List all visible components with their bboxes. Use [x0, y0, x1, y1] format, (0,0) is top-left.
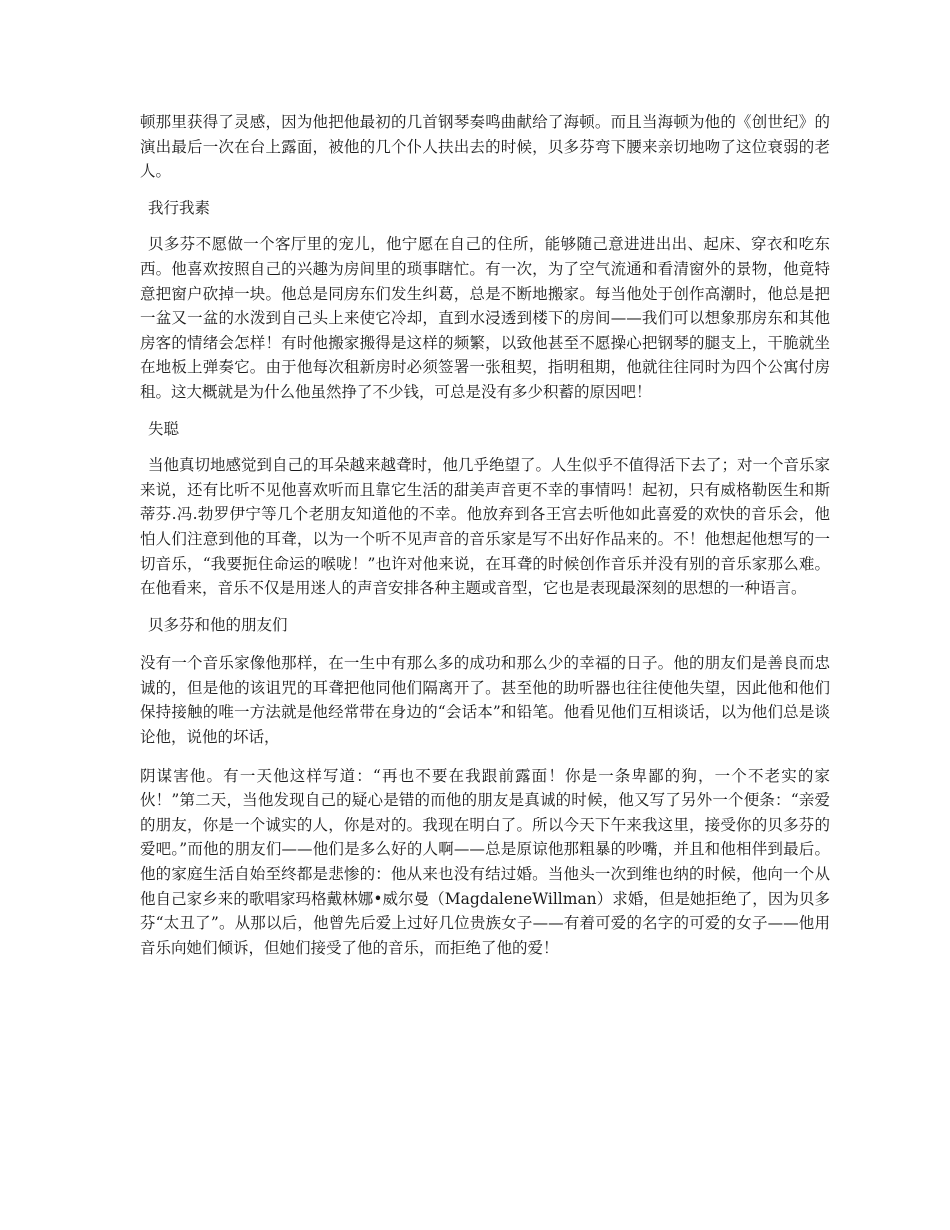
section-heading-friends: 贝多芬和他的朋友们	[148, 615, 288, 634]
section-heading-wo-xing-wo-su: 我行我素	[148, 198, 211, 217]
paragraph-deafness: 当他真切地感觉到自己的耳朵越来越聋时，他几乎绝望了。人生似乎不值得活下去了；对一个音乐家来说，还有比听不见他喜欢听而且靠它生活的甜美声音更不幸的事情吗！起初，只有威格勒医生和斯蒂芬.冯.勃罗伊宁等几个老朋友知道他的不幸。他放弃到各王宫去听他如此喜爱的欢快的音乐会，他怕人们注意到他的耳聋，以为一个听不见声音的音乐家是写不出好作品来的。不！他想起他想写的一切音乐，“我要扼住命运的喉咙！”也许对他来说，在耳聋的时候创作音乐并没有别的音乐家那么难。在他看来，音乐不仅是用迷人的声音安排各种主题或音型，它也是表现最深刻的思想的一种语言。	[140, 456, 831, 598]
paragraph-independence: 贝多芬不愿做一个客厅里的宠儿，他宁愿在自己的住所，能够随己意进进出出、起床、穿衣和吃东西。他喜欢按照自己的兴趣为房间里的琐事瞎忙。有一次，为了空气流通和看清窗外的景物，他竟特意把窗户砍掉一块。他总是同房东们发生纠葛，总是不断地搬家。每当他处于创作高潮时，他总是把一盆又一盆的水泼到自己头上来使它冷却，直到水浸透到楼下的房间——我们可以想象那房东和其他房客的情绪会怎样！有时他搬家搬得是这样的频繁，以致他甚至不愿操心把钢琴的腿支上，干脆就坐在地板上弹奏它。由于他每次租新房时必须签署一张租契，指明租期，他就往往同时为四个公寓付房租。这大概就是为什么他虽然挣了不少钱，可总是没有多少积蓄的原因吧！	[140, 235, 830, 401]
paragraph-haydn: 顿那里获得了灵感，因为他把他最初的几首钢琴奏鸣曲献给了海顿。而且当海顿为他的《创世纪》的演出最后一次在台上露面，被他的几个仆人扶出去的时候，贝多芬弯下腰来亲切地吻了这位衰弱的老人。	[140, 113, 830, 181]
paragraph-friends-1: 没有一个音乐家像他那样，在一生中有那么多的成功和那么少的幸福的日子。他的朋友们是善良而忠诚的，但是他的该诅咒的耳聋把他同他们隔离开了。甚至他的助听器也往往使他失望，因此他和他们保持接触的唯一方法就是他经常带在身边的“会话本”和铅笔。他看见他们互相谈话，以为他们总是谈论他，说他的坏话，	[140, 654, 830, 747]
document-page	[140, 110, 830, 960]
paragraph-friends-2: 阴谋害他。有一天他这样写道：“再也不要在我跟前露面！你是一条卑鄙的狗，一个不老实的家伙！”第二天，当他发现自己的疑心是错的而他的朋友是真诚的时候，他又写了另外一个便条：“亲爱的朋友，你是一个诚实的人，你是对的。我现在明白了。所以今天下午来我这里，接受你的贝多芬的爱吧。”而他的朋友们——他们是多么好的人啊——总是原谅他那粗暴的吵嘴，并且和他相伴到最后。他的家庭生活自始至终都是悲惨的：他从来也没有结过婚。当他头一次到维也纳的时候，他向一个从他自己家乡来的歌唱家玛格戴林娜•威尔曼（MagdaleneWillman）求婚，但是她拒绝了，因为贝多芬“太丑了”。从那以后，他曾先后爱上过好几位贵族女子——有着可爱的名字的可爱的女子——他用音乐向她们倾诉，但她们接受了他的音乐，而拒绝了他的爱！	[140, 766, 830, 957]
section-heading-deafness: 失聪	[148, 419, 180, 438]
